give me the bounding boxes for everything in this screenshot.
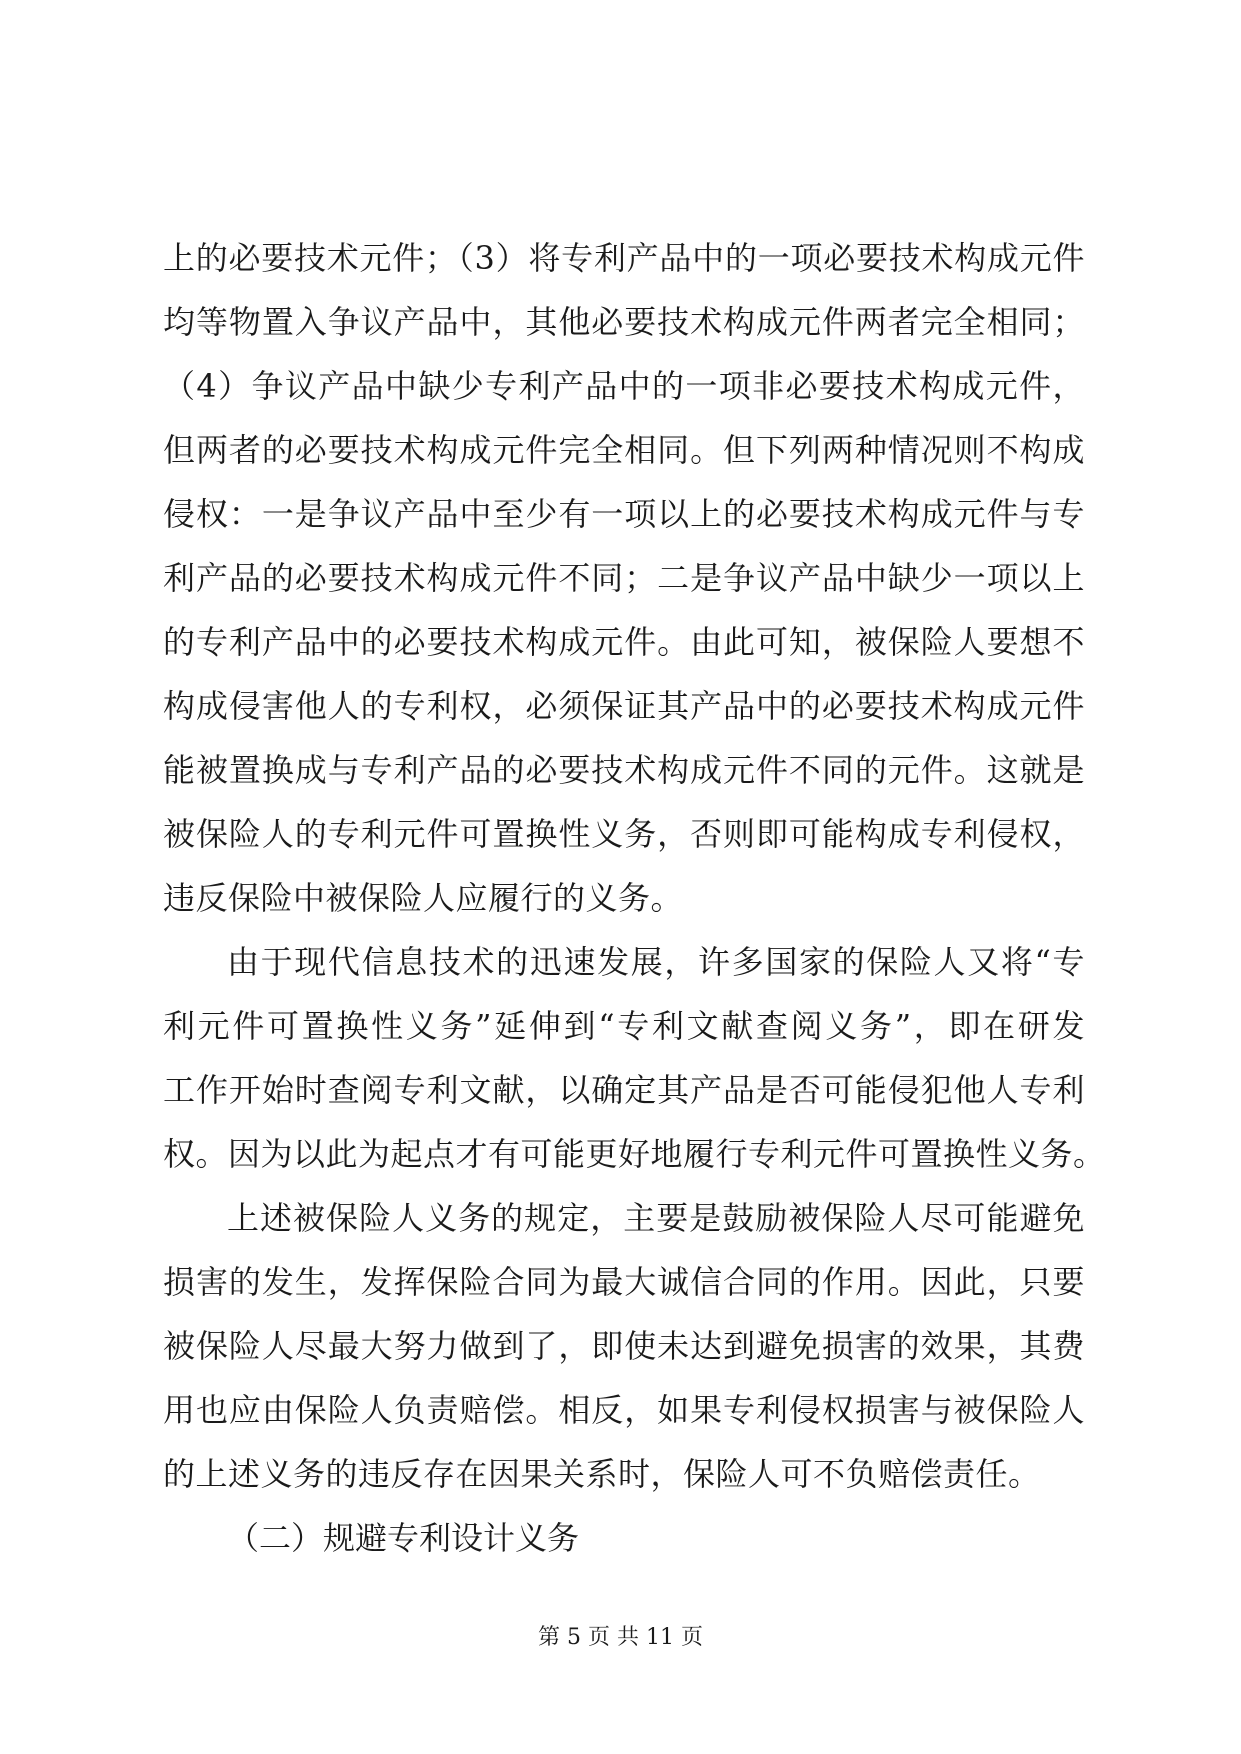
document-body <box>163 226 1106 1570</box>
text-line: 上述被保险人义务的规定，主要是鼓励被保险人尽可能避免 <box>227 1199 1085 1237</box>
paragraph <box>163 930 1106 1186</box>
page-footer: 第 5 页 共 11 页 <box>538 1625 703 1650</box>
text-line: 侵权：一是争议产品中至少有一项以上的必要技术构成元件与专 <box>163 495 1085 533</box>
text-line: 构成侵害他人的专利权，必须保证其产品中的必要技术构成元件 <box>163 687 1085 725</box>
paragraph <box>163 226 1085 930</box>
text-line: 权。因为以此为起点才有可能更好地履行专利元件可置换性义务。 <box>163 1135 1106 1173</box>
text-line: 被保险人尽最大努力做到了，即使未达到避免损害的效果，其费 <box>163 1327 1085 1365</box>
text-line: 的上述义务的违反存在因果关系时，保险人可不负赔偿责任。 <box>163 1455 1041 1493</box>
text-line: （4）争议产品中缺少专利产品中的一项非必要技术构成元件， <box>163 367 1085 405</box>
text-line: 的专利产品中的必要技术构成元件。由此可知，被保险人要想不 <box>163 623 1085 661</box>
text-line: 上的必要技术元件；（3）将专利产品中的一项必要技术构成元件 <box>163 239 1085 277</box>
text-line: 工作开始时查阅专利文献，以确定其产品是否可能侵犯他人专利 <box>163 1071 1085 1109</box>
text-line: 用也应由保险人负责赔偿。相反，如果专利侵权损害与被保险人 <box>163 1391 1085 1429</box>
text-line: 但两者的必要技术构成元件完全相同。但下列两种情况则不构成 <box>163 431 1085 469</box>
text-line: 能被置换成与专利产品的必要技术构成元件不同的元件。这就是 <box>163 751 1085 789</box>
text-line: 均等物置入争议产品中，其他必要技术构成元件两者完全相同； <box>163 303 1085 341</box>
text-line: 利产品的必要技术构成元件不同；二是争议产品中缺少一项以上 <box>163 559 1085 597</box>
text-line: 利元件可置换性义务”延伸到“专利文献查阅义务”，即在研发 <box>163 1007 1085 1045</box>
paragraph <box>163 1186 1085 1506</box>
text-line: 损害的发生，发挥保险合同为最大诚信合同的作用。因此，只要 <box>163 1263 1085 1301</box>
section-heading: （二）规避专利设计义务 <box>227 1519 580 1557</box>
text-line: 违反保险中被保险人应履行的义务。 <box>163 879 684 917</box>
text-line: 由于现代信息技术的迅速发展，许多国家的保险人又将“专 <box>227 943 1085 981</box>
text-line: 被保险人的专利元件可置换性义务，否则即可能构成专利侵权， <box>163 815 1085 853</box>
